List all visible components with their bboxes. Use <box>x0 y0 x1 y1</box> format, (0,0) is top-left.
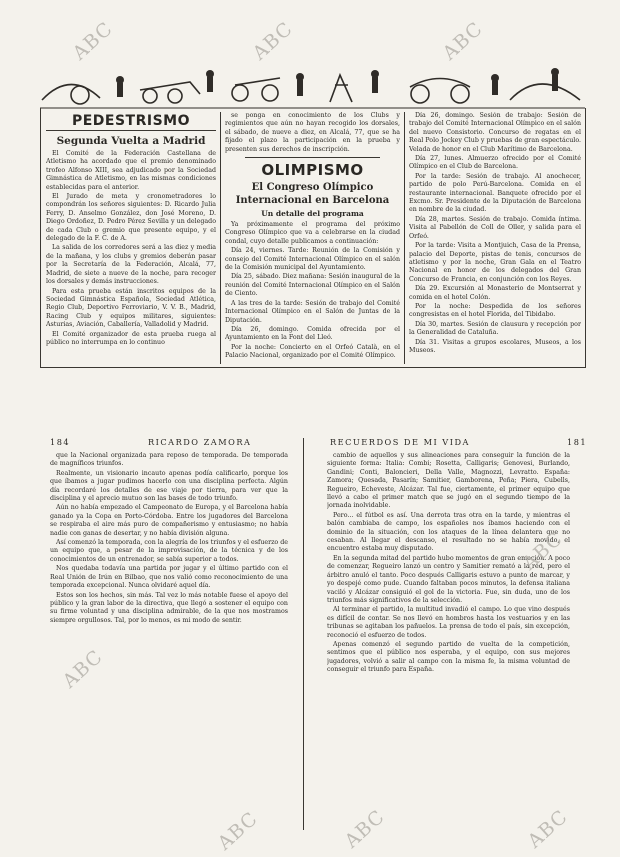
section-title-olimpismo: OLIMPISMO <box>261 161 364 180</box>
paragraph: El Comité organizador de esta prueba ruega al público no interrumpa en lo continuo <box>46 330 216 346</box>
intro-paragraph: se ponga en conocimiento de los Clubs y regimientos que aún no hayan recogido los dorsales, el sábado, de nueve a diez, en Alcalá, 77, que se ha fijado el plazo la participación en la prueba y presenten sus derechos de inscripción. <box>225 112 400 153</box>
programa-column <box>409 112 581 364</box>
watermark: ABC <box>523 805 573 853</box>
right-running-head: RECUERDOS DE MI VIDA <box>330 437 470 447</box>
paragraph: El Jurado de meta y cronometradores lo compondrán los señores siguientes: D. Ricardo Julia Ferry, D. Anselmo González, don José Moreno, D. Diego Ordoñez, D. Pedro Pérez Sevilla y un delegado de cada Club o gremio que presente equipo, y el delegado de la F. C. de A. <box>46 193 216 243</box>
paragraph: Para esta prueba están inscritos equipos de la Sociedad Gimnástica Española, Sociedad Atlética, Regio Club, Deportivo Ferroviario, V. V. B., Madrid, Racing Club y equipos militares, siguientes: Asturias, Aviación, Caballería, Valladolid y Madrid. <box>46 287 216 329</box>
watermark: ABC <box>340 805 390 853</box>
column-divider-1 <box>220 112 221 364</box>
headline-vuelta-madrid: Segunda Vuelta a Madrid <box>56 135 206 147</box>
left-running-head: RICARDO ZAMORA <box>148 437 252 447</box>
paragraph: Día 26, domingo. Sesión de trabajo: Sesión de trabajo del Comité Internacional Olímpico en el salón del nuevo Consistorio. Concurso de regatas en el Real Polo Jockey Club y pruebas de gran espectáculo. Velada de honor en el Club Marítimo de Barcelona. <box>409 112 581 153</box>
paragraph: Ya próximamente el programa del próximo Congreso Olímpico que va a celebrarse en la ciudad condal, cuyo detalle publicamos a continuación: <box>225 221 400 245</box>
section-title-pedestrismo: PEDESTRISMO <box>46 112 216 131</box>
watermark: ABC <box>438 17 488 65</box>
top-section-frame-left <box>40 108 41 368</box>
watermark: ABC <box>68 17 118 65</box>
paragraph: En la segunda mitad del partido hubo momentos de gran emoción. A poco de comenzar, Regueiro lanzó un centro y Samitier remató a la red, pero el árbitro anuló el tanto. Poco después Calligaris estuvo a punto de marcar, y yo despejé como pude. Cuando faltaban pocos minutos, la defensa italiana vaciló y Alcázar consiguió el gol de la victoria. Fue, sin duda, uno de los triunfos más significativos de la selección. <box>327 554 570 604</box>
book-left-page <box>50 452 288 652</box>
paragraph: La salida de los corredores será a las diez y media de la mañana, y los clubs y gremios deberán pasar por la Secretaría de la Federación, Alcalá, 77, Madrid, de siete a nueve de la noche, para recoger los dorsales y demás instrucciones. <box>46 244 216 286</box>
paragraph: Nos quedaba todavía una partida por jugar y el último partido con el Real Unión de Irún en Bilbao, que nos valió como reconocimiento de una temporada excepcional. Nunca olvidaré aquel día. <box>50 565 288 590</box>
paragraph: Al terminar el partido, la multitud invadió el campo. Lo que vino después es difícil de contar. Se nos llevó en hombros hasta los vestuarios y en las tribunas se agitaban los pañuelos. La prensa de todo el país, sin excepción, reconoció el esfuerzo de todos. <box>327 606 570 639</box>
paragraph: El Comité de la Federación Castellana de Atletismo ha acordado que el premio denominado trofeo Alfonso XIII, sea adjudicado por la Sociedad Gimnástica de Atletismo, en las mismas condiciones establecidas para el anterior. <box>46 150 216 191</box>
paragraph: A las tres de la tarde: Sesión de trabajo del Comité Internacional Olímpico en el Salón de Juntas de la Diputación. <box>225 299 400 324</box>
paragraph: Día 28, martes. Sesión de trabajo. Comida íntima. Visita al Pabellón de Coll de Oller, y salida para el Orfeó. <box>409 215 581 240</box>
paragraph: cambio de aquellos y sus alineaciones para conseguir la función de la siguiente forma: Italia: Combi; Rosetta, Calligaris; Genovesi, Burlando, Gandini; Conti, Baloncieri, Della Valle, Magnozzi, Levratto. España: Zamora; Quesada, Pasarín; Samitier, Gamborena, Peña; Piera, Cubells, Regueiro, Echeveste, Alcázar. Tal fue, ciertamente, el primer equipo que llevó a cabo el primer match que se jugó en el segundo tiempo de la jornada inolvidable. <box>327 452 570 510</box>
paragraph: Por la tarde: Sesión de trabajo. Al anochecer, partido de polo Perú-Barcelona. Comida en el restaurante internacional. Banquete ofrecido por el Excmo. Sr. Presidente de la Diputación de Barcelona en nombre de la ciudad. <box>409 172 581 214</box>
paragraph: que la Nacional organizada para reposo de temporada. De temporada de magníficos triunfos. <box>50 452 288 468</box>
paragraph: Día 24, viernes. Tarde: Reunión de la Comisión y consejo del Comité Internacional Olímpico en el salón de la Comisión municipal del Ayuntamiento. <box>225 247 400 272</box>
paragraph: Día 25, sábado. Diez mañana: Sesión inaugural de la reunión del Comité Internacional Olímpico en el Salón de Ciento. <box>225 273 400 298</box>
pedestrismo-column <box>46 112 216 364</box>
paragraph: Estos son los hechos, sin más. Tal vez lo más notable fuese el apoyo del público y la gran labor de la directiva, que llegó a sostener el equipo con su firme voluntad y una disciplina admirable, de la que nos mostramos siempre orgullosos. Tal, por lo menos, es mi modo de sentir. <box>50 591 288 624</box>
paragraph: Día 27, lunes. Almuerzo ofrecido por el Comité Olímpico en el Club de Barcelona. <box>409 155 581 171</box>
book-right-page <box>327 452 570 840</box>
paragraph: Por la tarde: Visita a Montjuich, Casa de la Prensa, palacio del Deporte, pistas de tenis, concursos de atletismo y por la noche, Gran Gala en el Teatro Nacional en honor de los delegados del Gran Concurso de Francia, en conjunción con los Reyes. <box>409 242 581 283</box>
left-page-number: 184 <box>50 437 71 447</box>
paragraph: Así comenzó la temporada, con la alegría de los triunfos y el esfuerzo de un equipo que, a pesar de la improvisación, de la técnica y de los conocimientos de un entrenador, se sabía superior a todos. <box>50 539 288 563</box>
olimpismo-column <box>225 112 400 364</box>
right-page-number: 181 <box>567 437 588 447</box>
watermark: ABC <box>518 527 568 575</box>
subheadline-programa: Un detalle del programa <box>261 209 364 219</box>
sports-frieze-illustration <box>40 60 585 110</box>
paragraph: Por la noche: Despedida de los señores congresistas en el hotel Florida, del Tibidabo. <box>409 302 581 319</box>
paragraph: Por la noche: Concierto en el Orfeó Català, en el Palacio Nacional, organizado por el Comité Olímpico. <box>225 343 400 360</box>
paragraph: Día 29. Excursión al Monasterio de Montserrat y comida en el hotel Colón. <box>409 285 581 301</box>
watermark: ABC <box>58 645 108 693</box>
column-divider-2 <box>404 112 405 364</box>
paragraph: Aún no había empezado el Campeonato de Europa, y el Barcelona había ganado ya la Copa en Porto-Córdoba. Entre los jugadores del Barcelona se respiraba el aire más puro de compañerismo y entusiasmo; no había nadie con ganas de desertar, y no había división alguna. <box>50 504 288 537</box>
top-section-frame-bottom <box>40 367 586 368</box>
paragraph: Realmente, un visionario incauto apenas podía calificarlo, porque los que íbamos a jugar pudimos hacerlo con una disciplina perfecta. Algún día recordaré los detalles de ese viaje por tierra, para ver que la disciplina y el aprecio mutuo son las bases de todo triunfo. <box>50 469 288 503</box>
watermark: ABC <box>213 807 263 855</box>
headline-congreso-olimpico: El Congreso Olímpico Internacional en Barcelona <box>235 182 390 207</box>
paragraph: Pero... el fútbol es así. Una derrota tras otra en la tarde, y mientras el balón cambiaba de campo, los españoles nos íbamos haciendo con el dominio de la situación, con los ataques de la línea delantera que no cesaban. Al llegar el descanso, el resultado no se había movido, el encuentro estaba muy disputado. <box>327 511 570 553</box>
top-section-frame-right <box>585 108 586 368</box>
paragraph: Día 31. Visitas a grupos escolares, Museos, a los Museos. <box>409 338 581 354</box>
paragraph: Día 26, domingo. Comida ofrecida por el Ayuntamiento en la Font del Lleó. <box>225 325 400 342</box>
paragraph: Día 30, martes. Sesión de clausura y recepción por la Generalidad de Cataluña. <box>409 320 581 337</box>
page-fold-line <box>303 438 304 830</box>
watermark: ABC <box>248 17 298 65</box>
paragraph: Apenas comenzó el segundo partido de vuelta de la competición, sentimos que el público nos esperaba, y el equipo, con sus mejores jugadores, volvió a salir al campo con la misma fe, la misma voluntad de conseguir el triunfo para España. <box>327 640 570 674</box>
